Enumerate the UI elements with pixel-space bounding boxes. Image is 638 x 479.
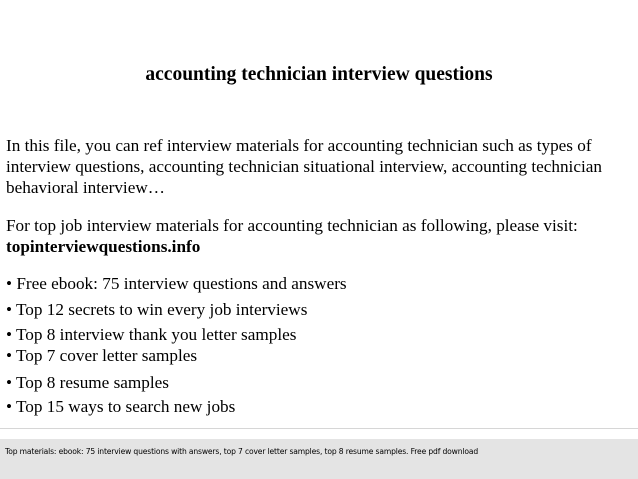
list-item: • Top 8 interview thank you letter samples <box>6 325 297 344</box>
list-item: • Top 7 cover letter samples <box>6 346 198 365</box>
page-title: accounting technician interview questions <box>145 64 493 85</box>
footer-text: Top materials: ebook: 75 interview questions with answers, top 7 cover letter samples, top 8 resume samples. Free pdf download <box>5 447 479 456</box>
intro-paragraph <box>6 135 632 198</box>
cta-paragraph <box>6 215 632 257</box>
website-link[interactable]: topinterviewquestions.info <box>6 237 201 256</box>
list-item: • Free ebook: 75 interview questions and answers <box>6 274 347 293</box>
materials-list <box>6 273 632 417</box>
list-item: • Top 12 secrets to win every job interviews <box>6 300 308 319</box>
intro-line: behavioral interview… <box>6 178 165 197</box>
intro-line: interview questions, accounting technician situational interview, accounting technician <box>6 157 602 176</box>
cta-text: For top job interview materials for accounting technician as following, please visit: <box>6 216 578 235</box>
list-item: • Top 15 ways to search new jobs <box>6 397 236 416</box>
footer-divider <box>0 428 638 429</box>
list-item: • Top 8 resume samples <box>6 373 169 392</box>
footer-banner <box>0 439 638 479</box>
intro-line: In this file, you can ref interview materials for accounting technician such as types of <box>6 136 592 155</box>
